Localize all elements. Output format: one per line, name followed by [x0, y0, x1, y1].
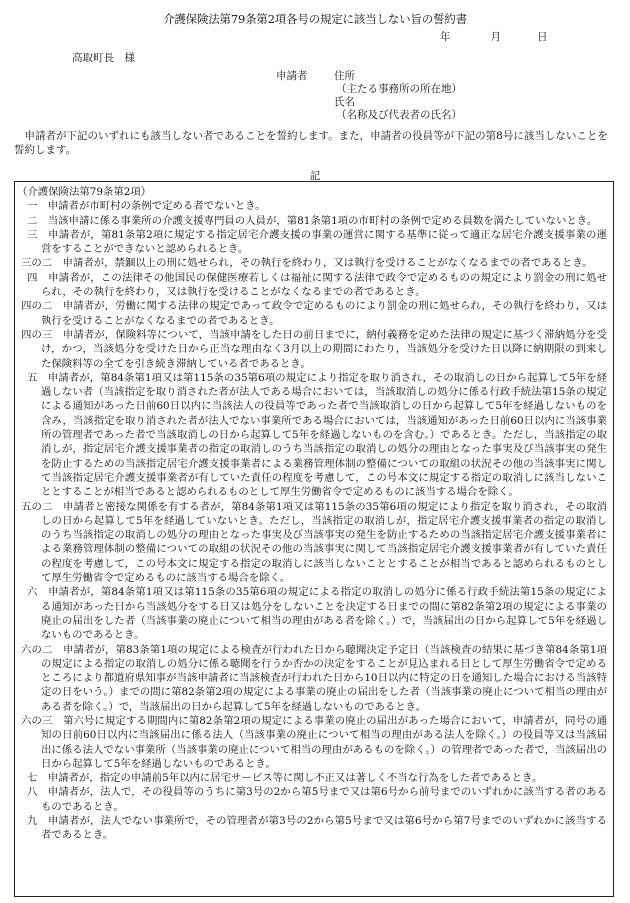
provision-text: 申請者が市町村の条例で定める者でないとき。	[37, 200, 266, 213]
provision-label: 一	[27, 200, 38, 213]
date-month: 月	[490, 31, 501, 43]
provision-text: 申請者と密接な関係を有する者が，第84条第1項又は第115条の35第6項の規定により指定を取り消され，その取消しの日から起算して5年を経過していないとき。ただし，当該指定の取消しが，指定居宅介護支援事業者の指定の取消しのうち当該指定の取消しの処分の理由となった事実及び当該事実の発生を防止するための当該指定居宅介護支援事業者による業務管理体制の整備についての取組の状況その他の当該事実に関して当該指定居宅介護支援事業者が有していた責任の程度を考慮して，この号本文に規定する指定の取消しに該当しないこととすることが相当であると認められるものとして厚生労働省令で定めるものに該当する場合を除く。	[41, 500, 607, 585]
provision-text: 申請者が，法人で，その役員等のうちに第3号の2から第5号まで又は第6号から前号までのいずれかに該当する者のあるものであるとき。	[37, 786, 608, 813]
provision-item	[17, 371, 607, 500]
name-label: 氏名	[334, 96, 355, 108]
provision-item	[17, 214, 607, 228]
provisions-box	[14, 181, 614, 897]
provision-text: 申請者が，第84条第1項又は第115条の35第6項の規定により指定を取り消され，その取消しの日から起算して5年を経過しない者（当該指定を取り消された者が法人である場合においては，当該取消しの処分に係る行政手続法第15条の規定による通知があった日前60日以内に当該法人の役員等であった者で当該取消しの日から起算して5年を経過しないものを含み，当該指定を取り消された者が法人でない事業所である場合においては，当該通知があった日前60日以内に当該事業所の管理者であった者で当該取消しの日から起算して5年を経過しないものを含む。）であるとき。ただし，当該指定の取消しが，指定居宅介護支援事業者の指定の取消しのうち当該指定の取消しの処分の理由となった事実及び当該事実の発生を防止するための当該指定居宅介護支援事業者による業務管理体制の整備についての取組の状況その他の当該事実に関して当該指定居宅介護支援事業者が有していた責任の程度を考慮して，この号本文に規定する指定の取消しに該当しないこととすることが相当であると認められるものとして厚生労働省令で定めるものに該当する場合を除く。	[37, 371, 607, 499]
provisions-list	[17, 199, 607, 842]
provision-text: 申請者が，禁錮以上の刑に処せられ，その執行を終わり，又は執行を受けることがなくなるまでの者であるとき。	[52, 257, 593, 270]
provision-text: 申請者が，第83条第1項の規定による検査が行われた日から聴聞決定予定日（当該検査の結果に基づき第84条第1項の規定による指定の取消しの処分に係る聴聞を行うか否かの決定をすることが見込まれる日として厚生労働省令で定めるところにより都道府県知事が当該申請者に当該検査が行われた日から10日以内に特定の日を通知した場合における当該特定の日をいう。）までの間に第82条第2項の規定による事業の廃止の届出をした者（当該事業の廃止について相当の理由がある者を除く。）で，当該届出の日から起算して5年を経過しないものであるとき。	[41, 643, 607, 713]
provision-item	[17, 585, 607, 642]
provision-label: 五の二	[21, 500, 53, 513]
provision-item	[17, 771, 607, 785]
provision-text: 申請者が，第84条第1項又は第115条の35第6項の規定による指定の取消しの処分に係る行政手続法第15条の規定による通知があった日から当該処分をする日又は処分をしないことを決定する日までの間に第82条第2項の規定による事業の廃止の届出をした者（当該事業の廃止について相当の理由がある者を除く。）で，当該届出の日から起算して5年を経過しないものであるとき。	[37, 586, 608, 642]
provision-item	[17, 256, 607, 270]
address-note: （主たる事務所の所在地）	[336, 83, 462, 95]
provision-label: 四の二	[21, 300, 53, 313]
provision-item	[17, 814, 607, 843]
provision-item	[17, 299, 607, 328]
section-title: （介護保険法第79条第2項）	[17, 186, 152, 198]
provision-label: 六	[27, 586, 38, 599]
pledge-text: 申請者が下記のいずれにも該当しない者であることを誓約します。また，申請者の役員等が下記の第8号に該当しないことを誓約します。	[14, 130, 608, 156]
provision-label: 四の三	[21, 328, 53, 341]
date-day: 日	[537, 31, 548, 43]
provision-label: 八	[27, 786, 38, 799]
provision-item	[17, 271, 607, 300]
provision-item	[17, 199, 607, 213]
provision-text: 申請者が，法人でない事業所で，その管理者が第3号の2から第5号まで又は第6号から第7号までのいずれかに該当する者であるとき。	[37, 815, 607, 842]
applicant-label: 申請者	[276, 70, 308, 82]
provision-item	[17, 714, 607, 771]
provision-text: 第六号に規定する期間内に第82条第2項の規定による事業の廃止の届出があった場合において，申請者が，同号の通知の日前60日以内に当該届出に係る法人（当該事業の廃止について相当の理由がある法人を除く。）の役員等又は当該届出に係る法人でない事業所（当該事業の廃止について相当の理由があるものを除く。）の管理者であった者で，当該届出の日から起算して5年を経過しないものであるとき。	[41, 714, 608, 770]
provision-item	[17, 643, 607, 714]
provision-text: 申請者が，指定の申請前5年以内に居宅サービス等に関し不正又は著しく不当な行為をした者であるとき。	[37, 772, 543, 785]
ki-heading: 記	[309, 170, 321, 182]
provision-label: 六の三	[21, 714, 53, 727]
addressee: 高取町長 様	[72, 52, 135, 64]
provision-label: 二	[27, 214, 38, 227]
provision-text: 申請者が，この法律その他国民の保健医療若しくは福祉に関する法律で政令で定めるものの規定により罰金の刑に処せられ，その執行を終わり，又は執行を受けることがなくなるまでの者であるとき。	[37, 271, 608, 299]
date-year: 年	[440, 31, 451, 43]
provision-item	[17, 500, 607, 586]
provision-label: 七	[27, 772, 38, 785]
provision-label: 四	[27, 271, 38, 284]
name-note: （名称及び代表者の氏名）	[336, 109, 462, 121]
document-title: 介護保険法第79条第2項各号の規定に該当しない旨の誓約書	[163, 12, 467, 26]
provision-label: 九	[27, 815, 38, 828]
provision-item	[17, 785, 607, 814]
provision-text: 申請者が，第81条第2項に規定する指定居宅介護支援の事業の運営に関する基準に従って適正な居宅介護支援事業の運営をすることができないと認められるとき。	[37, 228, 608, 256]
provision-item	[17, 328, 607, 371]
provision-item	[17, 228, 607, 257]
date-line	[440, 29, 548, 44]
provision-label: 六の二	[21, 643, 53, 656]
provision-label: 三	[27, 228, 38, 241]
provision-label: 三の二	[21, 257, 53, 270]
provision-label: 五	[27, 371, 38, 384]
address-label: 住所	[334, 70, 355, 82]
provision-text: 申請者が，労働に関する法律の規定であって政令で定めるものにより罰金の刑に処せられ，その執行を終わり，又は執行を受けることがなくなるまでの者であるとき。	[41, 300, 608, 327]
provision-text: 申請者が，保険料等について，当該申請をした日の前日までに，納付義務を定めた法律の規定に基づく滞納処分を受け，かつ，当該処分を受けた日から正当な理由なく3月以上の期間にわたり，当該処分を受けた日以降に納期限の到来した保険料等の全てを引き続き滞納している者であるとき。	[41, 328, 607, 370]
provision-text: 当該申請に係る事業所の介護支援専門員の人員が，第81条第1項の市町村の条例で定める員数を満たしていないとき。	[37, 214, 598, 227]
